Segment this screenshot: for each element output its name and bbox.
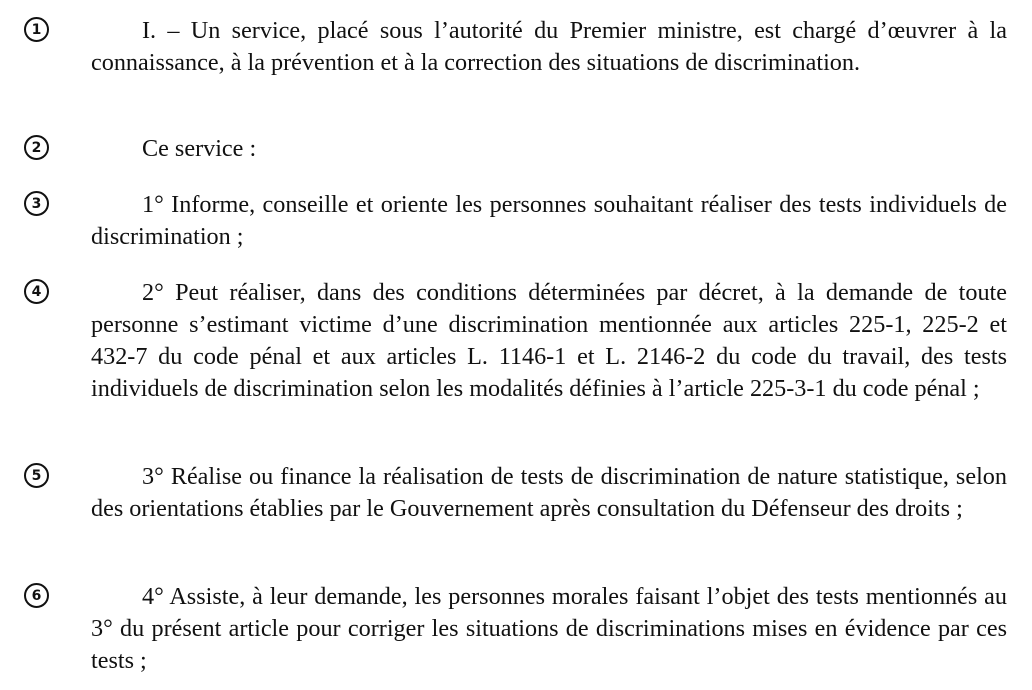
circled-number-3-icon: 3 bbox=[24, 191, 49, 216]
paragraph-text: 4° Assiste, à leur demande, les personnes morales faisant l’objet des tests mentionnés au 3° du présent article pour corriger les situations de discriminations mises en évidence par ces tests ; bbox=[91, 583, 1007, 674]
paragraph-text: I. – Un service, placé sous l’autorité du Premier ministre, est chargé d’œuvrer à la connaissance, à la prévention et à la correction des situations de discrimination. bbox=[91, 17, 1007, 76]
circled-number-2-icon: 2 bbox=[24, 135, 49, 160]
paragraph-text: 1° Informe, conseille et oriente les personnes souhaitant réaliser des tests individuels de discrimination ; bbox=[91, 191, 1007, 250]
paragraph-text: 3° Réalise ou finance la réalisation de tests de discrimination de nature statistique, selon des orientations établies par le Gouvernement après consultation du Défenseur des droits ; bbox=[91, 463, 1007, 522]
circled-number-1-icon: 1 bbox=[24, 17, 49, 42]
circled-number-6-icon: 6 bbox=[24, 583, 49, 608]
circled-number-5-icon: 5 bbox=[24, 463, 49, 488]
circled-number-4-icon: 4 bbox=[24, 279, 49, 304]
paragraph-text: Ce service : bbox=[142, 135, 257, 162]
paragraph-text: 2° Peut réaliser, dans des conditions déterminées par décret, à la demande de toute personne s’estimant victime d’une discrimination mentionnée aux articles 225-1, 225-2 et 432-7 du code pénal et aux articles L. 1146-1 et L. 2146-2 du code du travail, des tests individuels de discrimination selon les modalités définies à l’article 225-3-1 du code pénal ; bbox=[91, 279, 1007, 402]
